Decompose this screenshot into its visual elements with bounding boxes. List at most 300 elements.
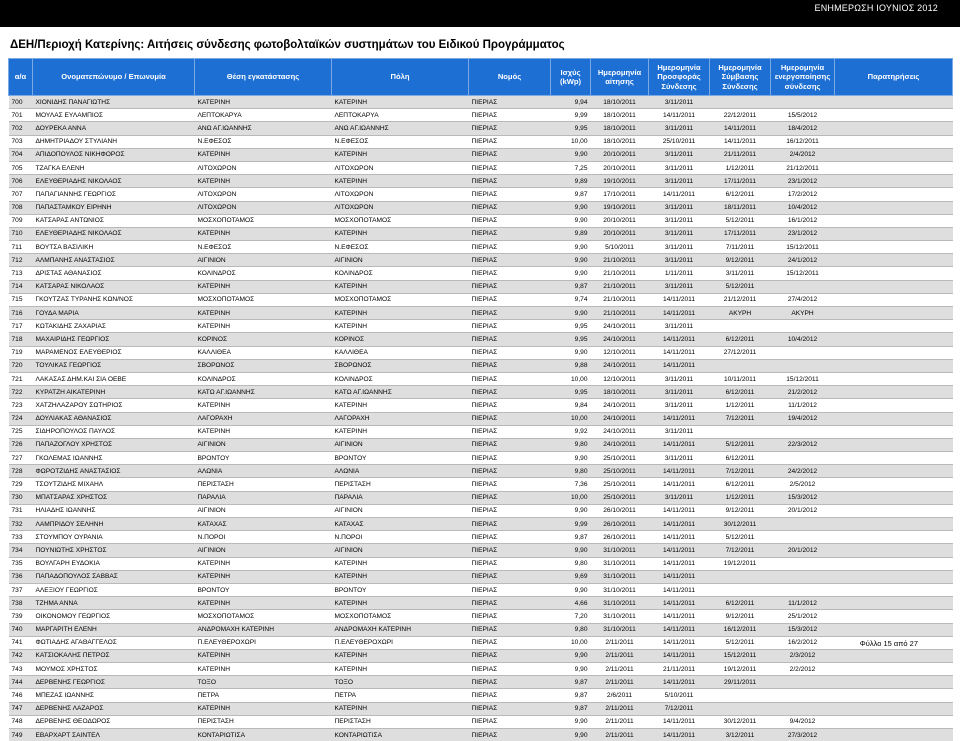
cell-offer-date: 3/11/2011 <box>649 161 710 174</box>
cell-prefecture: ΠΙΕΡΙΑΣ <box>469 504 551 517</box>
cell-city: ΚΟΛΙΝΔΡΟΣ <box>332 267 469 280</box>
cell-location: ΠΕΤΡΑ <box>195 689 332 702</box>
cell-prefecture: ΠΙΕΡΙΑΣ <box>469 201 551 214</box>
cell-location: ΚΑΤΕΡΙΝΗ <box>195 175 332 188</box>
cell-name: ΕΒΑΡΧΑΡΤ ΣΑΙΝΤΕΛ <box>33 729 195 741</box>
cell-power: 9,92 <box>551 425 591 438</box>
cell-aa: 731 <box>9 504 33 517</box>
cell-contract-date <box>710 359 771 372</box>
cell-city: ΒΡΟΝΤΟΥ <box>332 583 469 596</box>
cell-offer-date: 14/11/2011 <box>649 531 710 544</box>
cell-power: 10,00 <box>551 135 591 148</box>
cell-location: ΚΟΝΤΑΡΙΩΤΙΣΑ <box>195 729 332 741</box>
cell-activation-date: 15/12/2011 <box>771 372 835 385</box>
cell-offer-date: 14/11/2011 <box>649 557 710 570</box>
cell-aa: 724 <box>9 412 33 425</box>
table-row <box>9 597 953 610</box>
cell-activation-date: 16/2/2012 <box>771 636 835 649</box>
table-row <box>9 702 953 715</box>
table-row <box>9 636 953 649</box>
cell-prefecture: ΠΙΕΡΙΑΣ <box>469 359 551 372</box>
cell-location: ΑΝΔΡΟΜΑΧΗ ΚΑΤΕΡΙΝΗ <box>195 623 332 636</box>
cell-activation-date: 23/1/2012 <box>771 175 835 188</box>
cell-name: ΒΟΥΛΓΑΡΗ ΕΥΔΟΚΙΑ <box>33 557 195 570</box>
cell-contract-date: 6/12/2011 <box>710 597 771 610</box>
cell-activation-date: 15/5/2012 <box>771 109 835 122</box>
cell-name: ΑΠΙΔΟΠΟΥΛΟΣ ΝΙΚΗΦΟΡΟΣ <box>33 148 195 161</box>
cell-power: 9,90 <box>551 649 591 662</box>
cell-name: ΠΟΥΝΙΩΤΗΣ ΧΡΗΣΤΟΣ <box>33 544 195 557</box>
cell-location: ΜΟΣΧΟΠΟΤΑΜΟΣ <box>195 293 332 306</box>
cell-prefecture: ΠΙΕΡΙΑΣ <box>469 175 551 188</box>
cell-prefecture: ΠΙΕΡΙΑΣ <box>469 425 551 438</box>
cell-name: ΛΑΜΠΡΙΔΟΥ ΣΕΛΗΝΗ <box>33 518 195 531</box>
cell-power: 10,00 <box>551 372 591 385</box>
cell-city: ΚΑΛΛΙΘΕΑ <box>332 346 469 359</box>
cell-prefecture: ΠΙΕΡΙΑΣ <box>469 583 551 596</box>
cell-application-date: 19/10/2011 <box>591 201 649 214</box>
cell-prefecture: ΠΙΕΡΙΑΣ <box>469 649 551 662</box>
cell-city: ΑΙΓΙΝΙΟΝ <box>332 544 469 557</box>
cell-offer-date: 3/11/2011 <box>649 122 710 135</box>
cell-remarks <box>835 504 953 517</box>
cell-city: ΚΟΛΙΝΔΡΟΣ <box>332 372 469 385</box>
cell-contract-date: 3/11/2011 <box>710 267 771 280</box>
cell-aa: 736 <box>9 570 33 583</box>
cell-activation-date: 10/4/2012 <box>771 201 835 214</box>
cell-prefecture: ΠΙΕΡΙΑΣ <box>469 109 551 122</box>
cell-location: ΚΑΤΕΡΙΝΗ <box>195 399 332 412</box>
cell-location: ΠΕΡΙΣΤΑΣΗ <box>195 715 332 728</box>
cell-application-date: 25/10/2011 <box>591 478 649 491</box>
table-row <box>9 293 953 306</box>
cell-power: 9,89 <box>551 227 591 240</box>
cell-remarks <box>835 227 953 240</box>
cell-aa: 709 <box>9 214 33 227</box>
cell-aa: 703 <box>9 135 33 148</box>
cell-city: ΚΑΤΕΡΙΝΗ <box>332 425 469 438</box>
cell-application-date: 31/10/2011 <box>591 570 649 583</box>
cell-remarks <box>835 109 953 122</box>
cell-offer-date: 3/11/2011 <box>649 320 710 333</box>
cell-city: ΑΝΔΡΟΜΑΧΗ ΚΑΤΕΡΙΝΗ <box>332 623 469 636</box>
cell-power: 9,87 <box>551 689 591 702</box>
cell-name: ΜΑΡΓΑΡΙΤΗ ΕΛΕΝΗ <box>33 623 195 636</box>
cell-location: ΚΟΡΙΝΟΣ <box>195 333 332 346</box>
cell-activation-date: 20/1/2012 <box>771 504 835 517</box>
cell-power: 9,87 <box>551 188 591 201</box>
cell-contract-date: 21/11/2011 <box>710 148 771 161</box>
cell-aa: 705 <box>9 161 33 174</box>
cell-remarks <box>835 96 953 109</box>
cell-remarks <box>835 518 953 531</box>
table-row <box>9 109 953 122</box>
cell-city: Ν.ΠΟΡΟΙ <box>332 531 469 544</box>
cell-name: ΧΑΤΖΗΛΑΖΑΡΟΥ ΣΩΤΗΡΙΟΣ <box>33 399 195 412</box>
cell-location: ΒΡΟΝΤΟΥ <box>195 583 332 596</box>
cell-power: 9,95 <box>551 333 591 346</box>
cell-offer-date: 14/11/2011 <box>649 715 710 728</box>
cell-activation-date: 18/4/2012 <box>771 122 835 135</box>
cell-prefecture: ΠΙΕΡΙΑΣ <box>469 320 551 333</box>
cell-prefecture: ΠΙΕΡΙΑΣ <box>469 689 551 702</box>
cell-activation-date <box>771 531 835 544</box>
cell-remarks <box>835 320 953 333</box>
cell-power: 9,90 <box>551 504 591 517</box>
cell-location: ΠΕΡΙΣΤΑΣΗ <box>195 478 332 491</box>
cell-application-date: 18/10/2011 <box>591 96 649 109</box>
cell-contract-date: 5/12/2011 <box>710 280 771 293</box>
cell-remarks <box>835 188 953 201</box>
cell-contract-date: 16/12/2011 <box>710 623 771 636</box>
table-row <box>9 452 953 465</box>
cell-name: ΑΛΕΞΙΟΥ ΓΕΩΡΓΙΟΣ <box>33 583 195 596</box>
cell-aa: 748 <box>9 715 33 728</box>
cell-offer-date: 14/11/2011 <box>649 438 710 451</box>
cell-location: ΑΛΩΝΙΑ <box>195 465 332 478</box>
cell-contract-date: 19/12/2011 <box>710 663 771 676</box>
cell-city: ΛΑΓΟΡΑΧΗ <box>332 412 469 425</box>
cell-location: ΚΑΤΕΡΙΝΗ <box>195 320 332 333</box>
table-row <box>9 412 953 425</box>
cell-activation-date: 10/4/2012 <box>771 333 835 346</box>
cell-name: ΠΑΠΑΣΤΑΜΚΟΥ ΕΙΡΗΝΗ <box>33 201 195 214</box>
cell-aa: 707 <box>9 188 33 201</box>
cell-contract-date: 1/12/2011 <box>710 399 771 412</box>
cell-aa: 743 <box>9 663 33 676</box>
cell-power: 9,90 <box>551 241 591 254</box>
cell-power: 9,87 <box>551 676 591 689</box>
cell-power: 9,80 <box>551 623 591 636</box>
cell-city: ΚΑΤΕΡΙΝΗ <box>332 320 469 333</box>
cell-offer-date: 3/11/2011 <box>649 386 710 399</box>
cell-offer-date: 7/12/2011 <box>649 702 710 715</box>
table-row <box>9 663 953 676</box>
cell-activation-date <box>771 359 835 372</box>
cell-name: ΔΕΡΒΕΝΗΣ ΛΑΖΑΡΟΣ <box>33 702 195 715</box>
cell-offer-date: 14/11/2011 <box>649 346 710 359</box>
cell-power: 10,00 <box>551 491 591 504</box>
cell-city: ΚΑΤΕΡΙΝΗ <box>332 148 469 161</box>
cell-prefecture: ΠΙΕΡΙΑΣ <box>469 452 551 465</box>
cell-contract-date: 7/12/2011 <box>710 544 771 557</box>
cell-offer-date: 3/11/2011 <box>649 241 710 254</box>
cell-location: ΛΙΤΟΧΩΡΟΝ <box>195 201 332 214</box>
cell-location: ΚΑΤΕΡΙΝΗ <box>195 570 332 583</box>
cell-activation-date <box>771 518 835 531</box>
cell-remarks <box>835 175 953 188</box>
cell-power: 9,80 <box>551 438 591 451</box>
cell-name: ΔΟΥΛΙΑΚΑΣ ΑΘΑΝΑΣΙΟΣ <box>33 412 195 425</box>
cell-application-date: 20/10/2011 <box>591 214 649 227</box>
cell-aa: 715 <box>9 293 33 306</box>
cell-power: 9,90 <box>551 254 591 267</box>
cell-name: ΚΑΤΣΙΟΚΑΛΗΣ ΠΕΤΡΟΣ <box>33 649 195 662</box>
cell-location: ΚΑΤΑΧΑΣ <box>195 518 332 531</box>
cell-prefecture: ΠΙΕΡΙΑΣ <box>469 610 551 623</box>
cell-prefecture: ΠΙΕΡΙΑΣ <box>469 188 551 201</box>
cell-city: ΚΑΤΕΡΙΝΗ <box>332 280 469 293</box>
cell-activation-date <box>771 557 835 570</box>
cell-application-date: 21/10/2011 <box>591 280 649 293</box>
cell-location: ΛΙΤΟΧΩΡΟΝ <box>195 188 332 201</box>
cell-name: ΠΑΠΑΖΟΓΛΟΥ ΧΡΗΣΤΟΣ <box>33 438 195 451</box>
cell-remarks <box>835 544 953 557</box>
cell-city: ΚΑΤΕΡΙΝΗ <box>332 597 469 610</box>
cell-name: ΜΠΕΖΑΣ ΙΩΑΝΝΗΣ <box>33 689 195 702</box>
table-row <box>9 175 953 188</box>
cell-city: ΚΟΡΙΝΟΣ <box>332 333 469 346</box>
table-row <box>9 386 953 399</box>
cell-prefecture: ΠΙΕΡΙΑΣ <box>469 96 551 109</box>
cell-prefecture: ΠΙΕΡΙΑΣ <box>469 491 551 504</box>
cell-contract-date: 18/11/2011 <box>710 201 771 214</box>
cell-location: Ν.ΠΟΡΟΙ <box>195 531 332 544</box>
cell-offer-date: 3/11/2011 <box>649 452 710 465</box>
cell-location: ΣΒΟΡΩΝΟΣ <box>195 359 332 372</box>
cell-power: 9,90 <box>551 715 591 728</box>
cell-city: ΚΑΤΕΡΙΝΗ <box>332 399 469 412</box>
cell-power: 9,99 <box>551 109 591 122</box>
cell-activation-date: 22/3/2012 <box>771 438 835 451</box>
table-row <box>9 320 953 333</box>
cell-city: ΜΟΣΧΟΠΟΤΑΜΟΣ <box>332 214 469 227</box>
cell-location: ΚΑΤΕΡΙΝΗ <box>195 307 332 320</box>
cell-name: ΠΑΠΑΔΟΠΟΥΛΟΣ ΣΑΒΒΑΣ <box>33 570 195 583</box>
table-row <box>9 689 953 702</box>
cell-offer-date: 3/11/2011 <box>649 425 710 438</box>
table-row <box>9 570 953 583</box>
cell-prefecture: ΠΙΕΡΙΑΣ <box>469 135 551 148</box>
cell-application-date: 5/10/2011 <box>591 241 649 254</box>
cell-location: Π.ΕΛΕΥΘΕΡΟΧΩΡΙ <box>195 636 332 649</box>
cell-prefecture: ΠΙΕΡΙΑΣ <box>469 386 551 399</box>
cell-aa: 738 <box>9 597 33 610</box>
cell-power: 9,80 <box>551 465 591 478</box>
cell-offer-date: 14/11/2011 <box>649 636 710 649</box>
cell-location: ΑΝΩ ΑΓ.ΙΩΑΝΝΗΣ <box>195 122 332 135</box>
cell-remarks <box>835 399 953 412</box>
cell-power: 9,90 <box>551 663 591 676</box>
cell-prefecture: ΠΙΕΡΙΑΣ <box>469 715 551 728</box>
cell-remarks <box>835 702 953 715</box>
cell-activation-date: 15/12/2011 <box>771 267 835 280</box>
cell-aa: 713 <box>9 267 33 280</box>
cell-contract-date: 30/12/2011 <box>710 518 771 531</box>
cell-remarks <box>835 214 953 227</box>
cell-aa: 744 <box>9 676 33 689</box>
cell-prefecture: ΠΙΕΡΙΑΣ <box>469 597 551 610</box>
cell-contract-date <box>710 96 771 109</box>
col-header-contract-date: Ημερομηνία Σύμβασης Σύνδεσης <box>710 59 771 96</box>
cell-aa: 734 <box>9 544 33 557</box>
cell-application-date: 12/10/2011 <box>591 346 649 359</box>
cell-activation-date <box>771 702 835 715</box>
cell-contract-date: 14/11/2011 <box>710 122 771 135</box>
cell-activation-date <box>771 452 835 465</box>
cell-contract-date: 6/12/2011 <box>710 386 771 399</box>
cell-application-date: 2/11/2011 <box>591 663 649 676</box>
table-row <box>9 267 953 280</box>
table-body <box>9 96 953 741</box>
cell-city: Π.ΕΛΕΥΘΕΡΟΧΩΡΙ <box>332 636 469 649</box>
cell-activation-date: 16/1/2012 <box>771 214 835 227</box>
cell-activation-date: 27/4/2012 <box>771 293 835 306</box>
cell-offer-date: 21/11/2011 <box>649 663 710 676</box>
cell-offer-date: 14/11/2011 <box>649 109 710 122</box>
cell-offer-date: 14/11/2011 <box>649 478 710 491</box>
cell-name: ΜΠΑΤΣΑΡΑΣ ΧΡΗΣΤΟΣ <box>33 491 195 504</box>
cell-location: ΛΑΓΟΡΑΧΗ <box>195 412 332 425</box>
cell-aa: 710 <box>9 227 33 240</box>
cell-aa: 729 <box>9 478 33 491</box>
cell-application-date: 26/10/2011 <box>591 518 649 531</box>
cell-city: ΛΙΤΟΧΩΡΟΝ <box>332 201 469 214</box>
cell-aa: 706 <box>9 175 33 188</box>
cell-contract-date: ΑΚΥΡΗ <box>710 307 771 320</box>
table-row <box>9 649 953 662</box>
cell-contract-date: 5/12/2011 <box>710 531 771 544</box>
cell-contract-date: 7/12/2011 <box>710 465 771 478</box>
cell-offer-date: 14/11/2011 <box>649 504 710 517</box>
cell-offer-date: 25/10/2011 <box>649 135 710 148</box>
cell-aa: 708 <box>9 201 33 214</box>
cell-application-date: 24/10/2011 <box>591 425 649 438</box>
cell-offer-date: 14/11/2011 <box>649 649 710 662</box>
cell-prefecture: ΠΙΕΡΙΑΣ <box>469 438 551 451</box>
cell-location: ΤΟΞΟ <box>195 676 332 689</box>
cell-prefecture: ΠΙΕΡΙΑΣ <box>469 333 551 346</box>
cell-contract-date: 9/12/2011 <box>710 254 771 267</box>
cell-power: 9,90 <box>551 729 591 741</box>
cell-contract-date: 6/12/2011 <box>710 188 771 201</box>
cell-aa: 746 <box>9 689 33 702</box>
cell-power: 9,90 <box>551 307 591 320</box>
table-row <box>9 504 953 517</box>
cell-city: ΚΑΤΕΡΙΝΗ <box>332 96 469 109</box>
table-row <box>9 122 953 135</box>
cell-contract-date: 6/12/2011 <box>710 452 771 465</box>
cell-location: ΚΑΛΛΙΘΕΑ <box>195 346 332 359</box>
cell-location: ΚΑΤΕΡΙΝΗ <box>195 425 332 438</box>
cell-activation-date: 11/1/2012 <box>771 597 835 610</box>
cell-aa: 723 <box>9 399 33 412</box>
cell-name: ΗΛΙΑΔΗΣ ΙΩΑΝΝΗΣ <box>33 504 195 517</box>
cell-remarks <box>835 597 953 610</box>
cell-remarks <box>835 570 953 583</box>
table-row <box>9 491 953 504</box>
cell-application-date: 18/10/2011 <box>591 109 649 122</box>
cell-remarks <box>835 359 953 372</box>
cell-aa: 702 <box>9 122 33 135</box>
cell-location: ΑΙΓΙΝΙΟΝ <box>195 438 332 451</box>
cell-application-date: 31/10/2011 <box>591 610 649 623</box>
cell-location: ΜΟΣΧΟΠΟΤΑΜΟΣ <box>195 610 332 623</box>
cell-power: 10,00 <box>551 412 591 425</box>
cell-location: ΚΑΤΕΡΙΝΗ <box>195 649 332 662</box>
col-header-application-date: Ημερομηνία αίτησης <box>591 59 649 96</box>
cell-contract-date: 27/12/2011 <box>710 346 771 359</box>
cell-application-date: 18/10/2011 <box>591 122 649 135</box>
table-row <box>9 161 953 174</box>
cell-power: 9,87 <box>551 702 591 715</box>
cell-name: ΚΩΤΑΚΙΔΗΣ ΖΑΧΑΡΙΑΣ <box>33 320 195 333</box>
cell-aa: 740 <box>9 623 33 636</box>
cell-city: ΚΑΤΕΡΙΝΗ <box>332 175 469 188</box>
cell-application-date: 24/10/2011 <box>591 412 649 425</box>
cell-application-date: 24/10/2011 <box>591 438 649 451</box>
cell-remarks <box>835 425 953 438</box>
cell-application-date: 31/10/2011 <box>591 544 649 557</box>
cell-power: 9,89 <box>551 175 591 188</box>
cell-activation-date <box>771 346 835 359</box>
cell-remarks <box>835 610 953 623</box>
cell-city: ΚΑΤΕΡΙΝΗ <box>332 227 469 240</box>
cell-city: ΠΕΤΡΑ <box>332 689 469 702</box>
cell-contract-date: 7/12/2011 <box>710 412 771 425</box>
cell-aa: 749 <box>9 729 33 741</box>
cell-name: ΓΟΥΔΑ ΜΑΡΙΑ <box>33 307 195 320</box>
cell-prefecture: ΠΙΕΡΙΑΣ <box>469 122 551 135</box>
cell-application-date: 2/11/2011 <box>591 729 649 741</box>
cell-power: 9,90 <box>551 544 591 557</box>
cell-offer-date: 3/11/2011 <box>649 96 710 109</box>
cell-power: 9,88 <box>551 359 591 372</box>
table-row <box>9 254 953 267</box>
cell-aa: 747 <box>9 702 33 715</box>
cell-city: ΑΝΩ ΑΓ.ΙΩΑΝΝΗΣ <box>332 122 469 135</box>
cell-aa: 711 <box>9 241 33 254</box>
cell-offer-date: 14/11/2011 <box>649 544 710 557</box>
cell-prefecture: ΠΙΕΡΙΑΣ <box>469 518 551 531</box>
cell-aa: 720 <box>9 359 33 372</box>
cell-city: ΑΙΓΙΝΙΟΝ <box>332 438 469 451</box>
cell-activation-date: 15/3/2012 <box>771 491 835 504</box>
table-row <box>9 610 953 623</box>
cell-remarks <box>835 729 953 741</box>
cell-name: ΣΙΔΗΡΟΠΟΥΛΟΣ ΠΑΥΛΟΣ <box>33 425 195 438</box>
table-row <box>9 557 953 570</box>
table-row <box>9 241 953 254</box>
cell-application-date: 24/10/2011 <box>591 399 649 412</box>
cell-power: 9,80 <box>551 557 591 570</box>
cell-city: ΠΑΡΑΛΙΑ <box>332 491 469 504</box>
cell-activation-date <box>771 96 835 109</box>
cell-prefecture: ΠΙΕΡΙΑΣ <box>469 623 551 636</box>
cell-remarks <box>835 465 953 478</box>
cell-aa: 722 <box>9 386 33 399</box>
col-header-city: Πόλη <box>332 59 469 96</box>
cell-city: ΜΟΣΧΟΠΟΤΑΜΟΣ <box>332 293 469 306</box>
cell-application-date: 12/10/2011 <box>591 372 649 385</box>
cell-activation-date: ΑΚΥΡΗ <box>771 307 835 320</box>
cell-prefecture: ΠΙΕΡΙΑΣ <box>469 280 551 293</box>
cell-power: 7,25 <box>551 161 591 174</box>
cell-remarks <box>835 372 953 385</box>
col-header-name: Ονοματεπώνυμο / Επωνυμία <box>33 59 195 96</box>
cell-city: ΚΑΤΩ ΑΓ.ΙΩΑΝΝΗΣ <box>332 386 469 399</box>
cell-offer-date: 3/11/2011 <box>649 148 710 161</box>
page-footer: Φύλλο 15 από 27 <box>860 639 918 648</box>
cell-prefecture: ΠΙΕΡΙΑΣ <box>469 544 551 557</box>
cell-offer-date: 14/11/2011 <box>649 623 710 636</box>
cell-prefecture: ΠΙΕΡΙΑΣ <box>469 161 551 174</box>
cell-aa: 728 <box>9 465 33 478</box>
cell-contract-date: 17/11/2011 <box>710 175 771 188</box>
cell-aa: 721 <box>9 372 33 385</box>
cell-location: ΑΙΓΙΝΙΟΝ <box>195 544 332 557</box>
table-row <box>9 333 953 346</box>
